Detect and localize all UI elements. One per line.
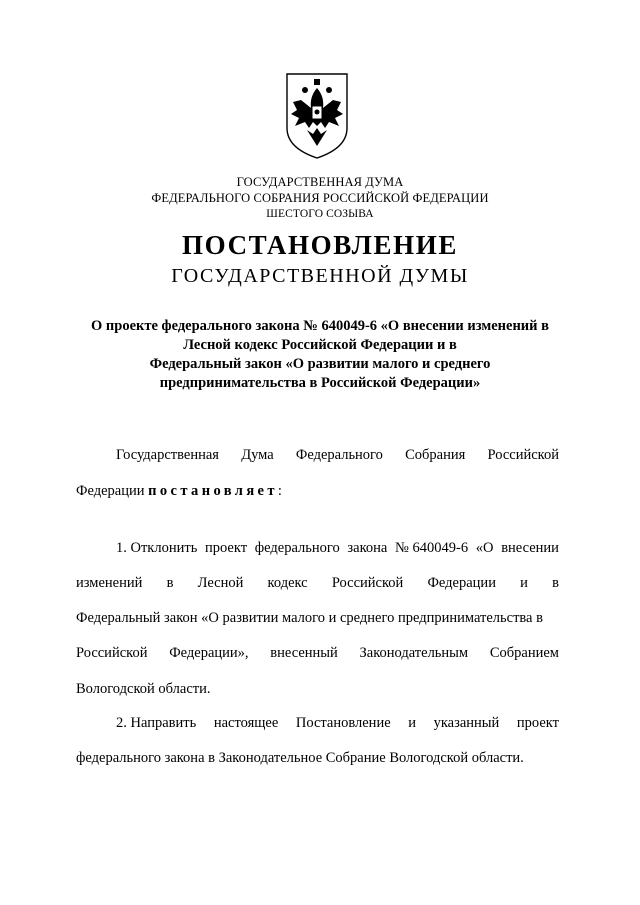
subject-line: Федеральный закон «О развитии малого и среднего [149, 356, 491, 372]
org-line-duma: ГОСУДАРСТВЕННАЯ ДУМА [236, 175, 404, 189]
intro-line [76, 481, 559, 501]
word: проект [205, 540, 248, 556]
word: № 640049-6 [395, 540, 469, 556]
subject-line: О проекте федерального закона № 640049-6 «О внесении изменений в [91, 318, 549, 334]
word: «О [475, 540, 494, 556]
russian-coat-of-arms-icon [281, 70, 353, 162]
word: и [520, 575, 528, 591]
word: Постановление [295, 715, 391, 731]
word: Федерации [427, 575, 496, 591]
word: указанный [433, 715, 500, 731]
document-subject [40, 317, 600, 393]
word: Федерации», [169, 645, 249, 661]
item1-line: Федеральный закон «О развитии малого и среднего предпринимательства в [76, 610, 543, 626]
word: проект [516, 715, 559, 731]
word: в [166, 575, 174, 591]
decree-verb: постановляет [148, 483, 278, 499]
word: настоящее [213, 715, 279, 731]
word: Собрания [405, 447, 466, 463]
word: Законодательным [359, 645, 469, 661]
item2-line [116, 713, 559, 733]
word: 2. Направить [116, 715, 197, 731]
word: 1. Отклонить [116, 540, 198, 556]
intro-line [116, 445, 559, 465]
item1-line [76, 573, 559, 593]
word: Федерального [295, 447, 383, 463]
word: закона [347, 540, 388, 556]
item1-line [116, 538, 559, 558]
intro-suffix: : [277, 483, 282, 499]
word: и [408, 715, 416, 731]
item1-line [76, 643, 559, 663]
word: Российской [331, 575, 404, 591]
word: внесении [501, 540, 559, 556]
document-title: ПОСТАНОВЛЕНИЕ [182, 230, 458, 260]
word: федерального [254, 540, 340, 556]
intro-prefix: Федерации [76, 483, 145, 499]
word: Собранием [489, 645, 559, 661]
org-line-federal-assembly: ФЕДЕРАЛЬНОГО СОБРАНИЯ РОССИЙСКОЙ ФЕДЕРАЦИИ [151, 191, 489, 205]
org-line-convocation: ШЕСТОГО СОЗЫВА [266, 208, 374, 220]
word: Российской [76, 645, 148, 661]
word: кодекс [267, 575, 308, 591]
document-subtitle: ГОСУДАРСТВЕННОЙ ДУМЫ [171, 265, 469, 287]
subject-line: предпринимательства в Российской Федерации» [159, 375, 481, 391]
item1-line: Вологодской области. [76, 681, 211, 697]
word: в [552, 575, 559, 591]
word: Российской [487, 447, 559, 463]
word: Государственная [116, 447, 219, 463]
word: изменений [76, 575, 143, 591]
word: Лесной [197, 575, 244, 591]
word: внесенный [270, 645, 338, 661]
word: Дума [241, 447, 274, 463]
subject-line: Лесной кодекс Российской Федерации и в [183, 337, 457, 353]
item2-line: федерального закона в Законодательное Собрание Вологодской области. [76, 750, 524, 766]
